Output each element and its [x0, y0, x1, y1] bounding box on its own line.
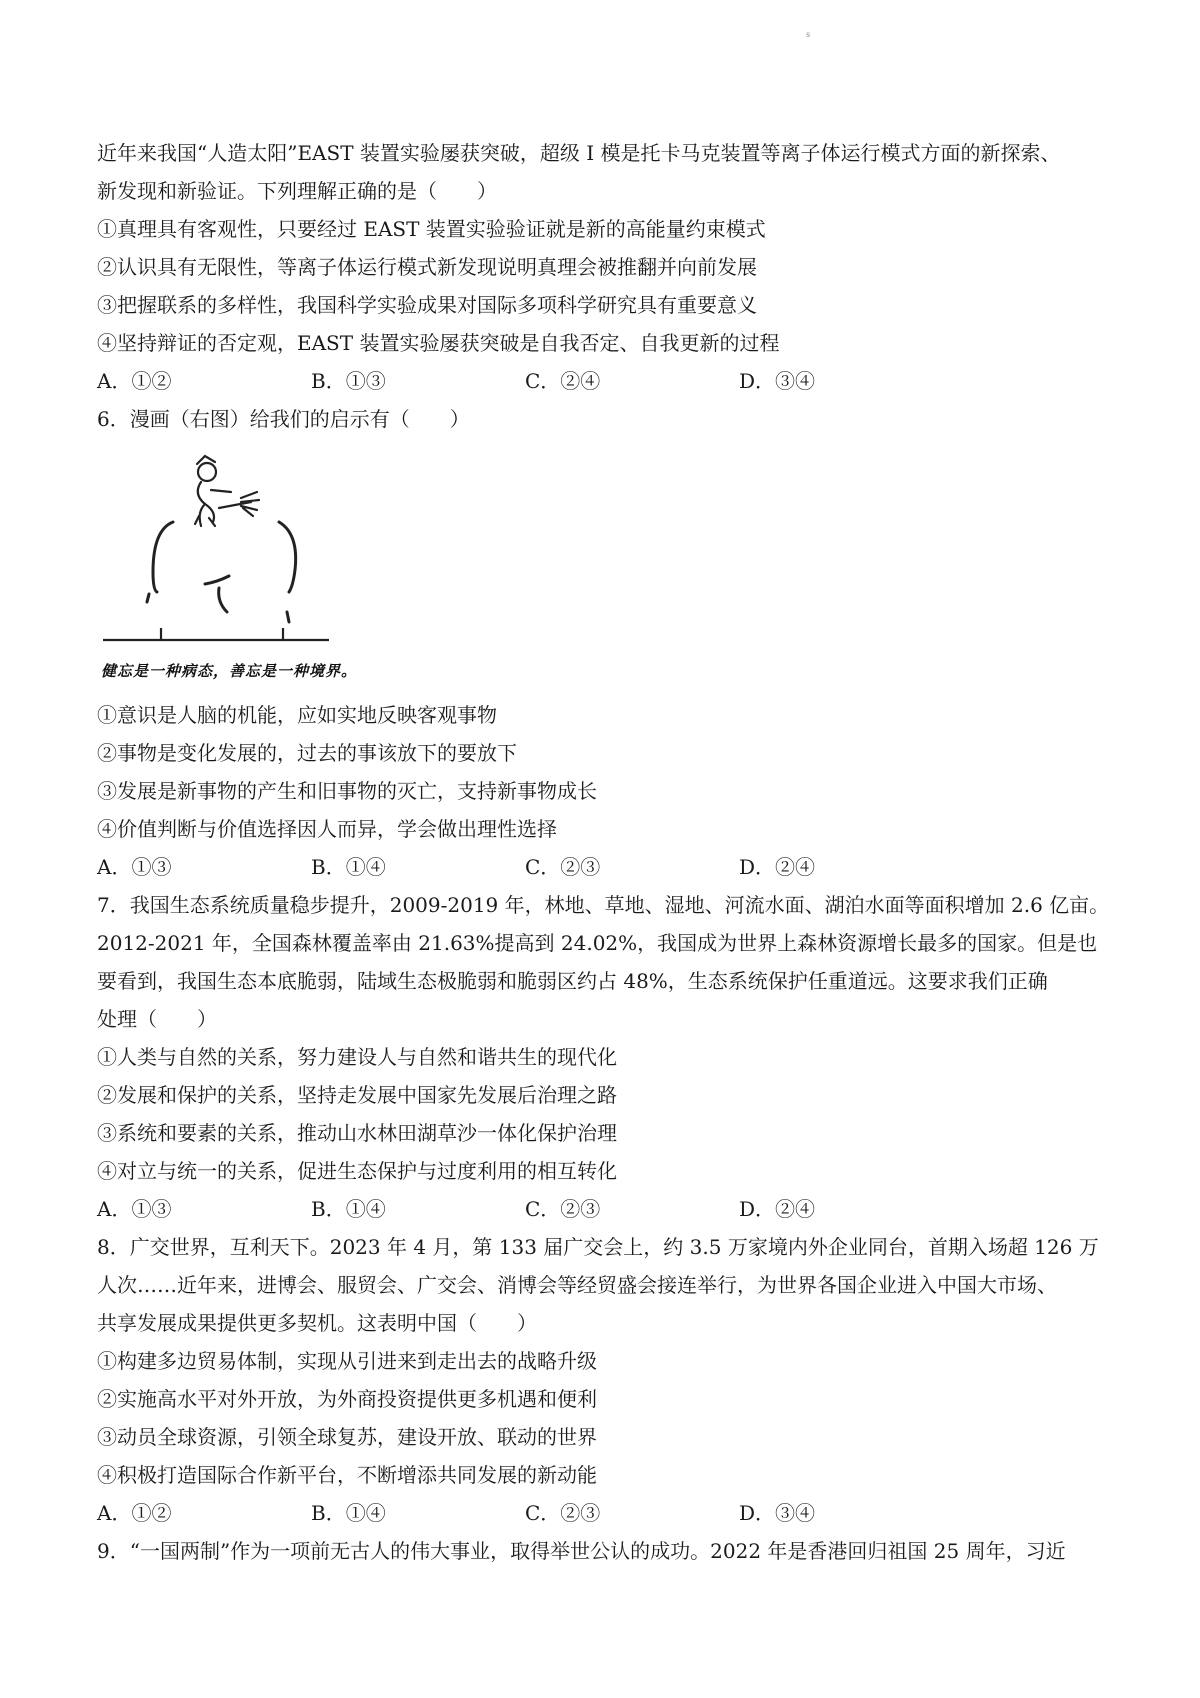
cartoon-figure	[101, 442, 391, 690]
cartoon-drawing	[101, 442, 391, 660]
statement-item: ③动员全球资源，引领全球复苏，建设开放、联动的世界	[97, 1425, 597, 1449]
question-stem-line: 2012-2021 年，全国森林覆盖率由 21.63%提高到 24.02%，我国成为世界上森林资源增长最多的国家。但是也	[97, 931, 1098, 955]
question-7	[97, 886, 1117, 1228]
cartoon-caption: 健忘是一种病态，善忘是一种境界。	[101, 662, 358, 680]
option-a: A．①②	[97, 1501, 172, 1525]
option-b: B．①③	[311, 369, 386, 393]
statement-item: ②发展和保护的关系，坚持走发展中国家先发展后治理之路	[97, 1083, 617, 1107]
option-b: B．①④	[311, 855, 386, 879]
question-stem-line: 人次……近年来，进博会、服贸会、广交会、消博会等经贸盛会接连举行，为世界各国企业进入中国大市场、	[97, 1273, 1057, 1297]
statement-item: ①构建多边贸易体制，实现从引进来到走出去的战略升级	[97, 1349, 597, 1373]
answer-options	[97, 1190, 1117, 1228]
statement-item: ②认识具有无限性，等离子体运行模式新发现说明真理会被推翻并向前发展	[97, 255, 757, 279]
question-6	[97, 400, 1117, 886]
option-b: B．①④	[311, 1197, 386, 1221]
option-c: C．②④	[525, 369, 601, 393]
question-content	[97, 134, 1117, 1570]
question-stem-line: 新发现和新验证。下列理解正确的是（ ）	[97, 179, 497, 203]
question-stem-line: 8．广交世界，互利天下。2023 年 4 月，第 133 届广交会上，约 3.5 万家境内外企业同台，首期入场超 126 万	[97, 1235, 1099, 1259]
statement-item: ③系统和要素的关系，推动山水林田湖草沙一体化保护治理	[97, 1121, 617, 1145]
option-a: A．①③	[97, 855, 172, 879]
option-d: D．②④	[739, 855, 816, 879]
question-stem-line: 6．漫画（右图）给我们的启示有（ ）	[97, 407, 470, 431]
statement-item: ①真理具有客观性，只要经过 EAST 装置实验验证就是新的高能量约束模式	[97, 217, 766, 241]
option-b: B．①④	[311, 1501, 386, 1525]
option-d: D．③④	[739, 369, 816, 393]
question-stem-line: 共享发展成果提供更多契机。这表明中国（ ）	[97, 1311, 537, 1335]
statement-item: ①意识是人脑的机能，应如实地反映客观事物	[97, 703, 497, 727]
option-c: C．②③	[525, 855, 601, 879]
option-a: A．①②	[97, 369, 172, 393]
question-stem-line: 处理（ ）	[97, 1007, 217, 1031]
statement-item: ②事物是变化发展的，过去的事该放下的要放下	[97, 741, 517, 765]
question-stem-line: 近年来我国“人造太阳”EAST 装置实验屡获突破，超级 I 模是托卡马克装置等离子体运行模式方面的新探索、	[97, 141, 1061, 165]
statement-item: ①人类与自然的关系，努力建设人与自然和谐共生的现代化	[97, 1045, 617, 1069]
question-stem-line: 要看到，我国生态本底脆弱，陆域生态极脆弱和脆弱区约占 48%，生态系统保护任重道远。这要求我们正确	[97, 969, 1048, 993]
answer-options	[97, 848, 1117, 886]
option-c: C．②③	[525, 1197, 601, 1221]
question-5	[97, 134, 1117, 400]
option-a: A．①③	[97, 1197, 172, 1221]
option-d: D．③④	[739, 1501, 816, 1525]
statement-item: ③发展是新事物的产生和旧事物的灭亡，支持新事物成长	[97, 779, 597, 803]
statement-item: ④坚持辩证的否定观，EAST 装置实验屡获突破是自我否定、自我更新的过程	[97, 331, 780, 355]
statement-item: ④价值判断与价值选择因人而异，学会做出理性选择	[97, 817, 557, 841]
statement-item: ③把握联系的多样性，我国科学实验成果对国际多项科学研究具有重要意义	[97, 293, 757, 317]
option-c: C．②③	[525, 1501, 601, 1525]
question-stem-line: 7．我国生态系统质量稳步提升，2009-2019 年，林地、草地、湿地、河流水面、湖泊水面等面积增加 2.6 亿亩。	[97, 893, 1110, 917]
statement-item: ②实施高水平对外开放，为外商投资提供更多机遇和便利	[97, 1387, 597, 1411]
question-9	[97, 1532, 1117, 1570]
question-stem-line: 9．“一国两制”作为一项前无古人的伟大事业，取得举世公认的成功。2022 年是香港回归祖国 25 周年，习近	[97, 1539, 1066, 1563]
header-mark: s	[806, 30, 811, 39]
question-8	[97, 1228, 1117, 1532]
answer-options	[97, 362, 1117, 400]
statement-item: ④对立与统一的关系，促进生态保护与过度利用的相互转化	[97, 1159, 617, 1183]
statement-item: ④积极打造国际合作新平台，不断增添共同发展的新动能	[97, 1463, 597, 1487]
option-d: D．②④	[739, 1197, 816, 1221]
answer-options	[97, 1494, 1117, 1532]
